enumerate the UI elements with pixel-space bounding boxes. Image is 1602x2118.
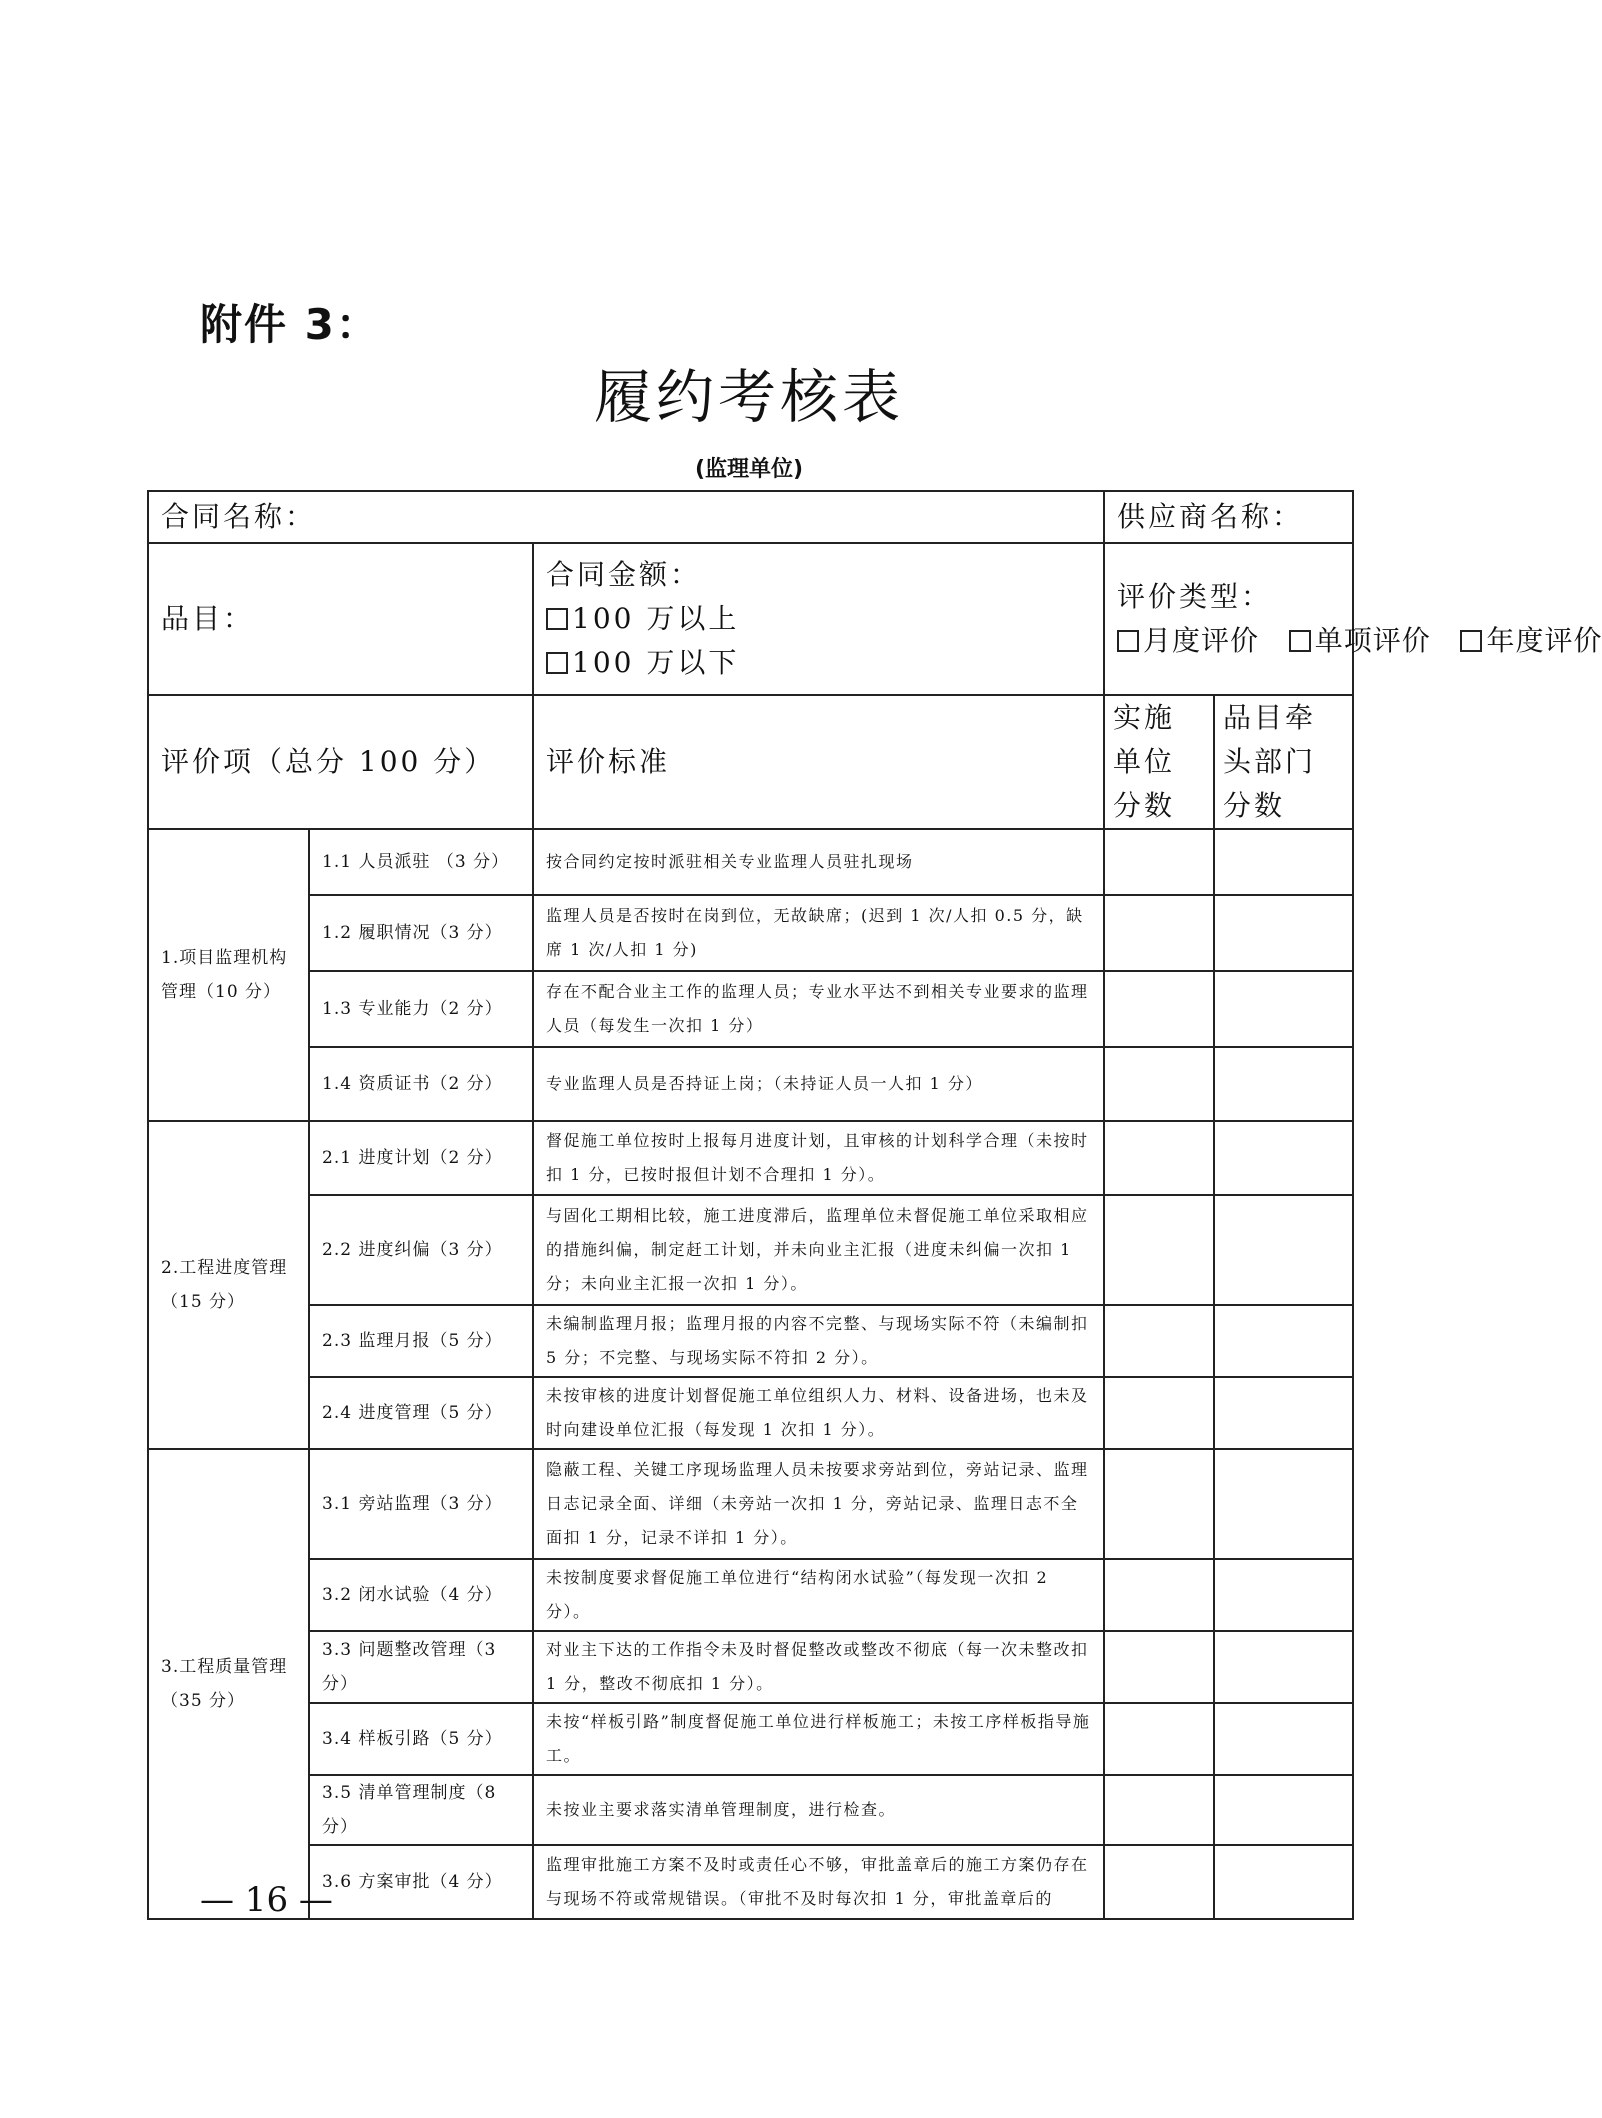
standard-cell: 监理人员是否按时在岗到位，无故缺席；(迟到 1 次/人扣 0.5 分，缺席 1 次/人扣 1 分)	[533, 895, 1104, 971]
impl-score-cell[interactable]	[1104, 1559, 1214, 1631]
impl-score-cell[interactable]	[1104, 1631, 1214, 1703]
standard-cell: 未按业主要求落实清单管理制度，进行检查。	[533, 1775, 1104, 1845]
impl-score-cell[interactable]	[1104, 829, 1214, 895]
eval-type-cell	[1104, 543, 1602, 695]
col-header-dept-score: 品目牵头部门分数	[1214, 695, 1353, 829]
impl-score-cell[interactable]	[1104, 1775, 1214, 1845]
dept-score-cell[interactable]	[1214, 1703, 1353, 1775]
impl-score-cell[interactable]	[1104, 1305, 1214, 1377]
item-cell: 1.3 专业能力（2 分）	[309, 971, 533, 1047]
checkbox-icon[interactable]	[546, 608, 568, 630]
dept-score-cell[interactable]	[1214, 1195, 1353, 1305]
eval-option-monthly[interactable]: 月度评价	[1117, 624, 1259, 657]
category-label: 品目：	[161, 602, 255, 635]
dept-score-cell[interactable]	[1214, 971, 1353, 1047]
impl-score-cell[interactable]	[1104, 1047, 1214, 1121]
standard-cell: 未编制监理月报；监理月报的内容不完整、与现场实际不符（未编制扣 5 分；不完整、与现场实际不符扣 2 分）。	[533, 1305, 1104, 1377]
group-name-3: 3.工程质量管理（35 分）	[148, 1449, 309, 1919]
page-number: — 16 —	[200, 1880, 333, 1920]
item-cell: 1.1 人员派驻 （3 分）	[309, 829, 533, 895]
item-cell: 2.3 监理月报（5 分）	[309, 1305, 533, 1377]
standard-cell: 存在不配合业主工作的监理人员；专业水平达不到相关专业要求的监理人员（每发生一次扣 1 分）	[533, 971, 1104, 1047]
item-cell: 1.2 履职情况（3 分）	[309, 895, 533, 971]
supplier-name-label: 供应商名称：	[1117, 500, 1304, 533]
supplier-name-cell	[1104, 491, 1353, 543]
category-cell	[148, 543, 533, 695]
checkbox-icon[interactable]	[1117, 630, 1139, 652]
amount-option-below[interactable]: 100 万以下	[546, 641, 1091, 685]
contract-amount-label: 合同金额：	[546, 558, 702, 591]
form-title: 履约考核表	[593, 363, 904, 431]
eval-type-label: 评价类型：	[1117, 580, 1273, 613]
dept-score-cell[interactable]	[1214, 1449, 1353, 1559]
dept-score-cell[interactable]	[1214, 1845, 1353, 1919]
item-cell: 3.2 闭水试验（4 分）	[309, 1559, 533, 1631]
dept-score-cell[interactable]	[1214, 1559, 1353, 1631]
standard-cell: 未按制度要求督促施工单位进行“结构闭水试验”（每发现一次扣 2 分）。	[533, 1559, 1104, 1631]
item-cell: 2.4 进度管理（5 分）	[309, 1377, 533, 1449]
amount-option-above[interactable]: 100 万以上	[546, 597, 1091, 641]
checkbox-icon[interactable]	[1460, 630, 1482, 652]
item-cell: 3.1 旁站监理（3 分）	[309, 1449, 533, 1559]
impl-score-cell[interactable]	[1104, 1377, 1214, 1449]
standard-cell: 督促施工单位按时上报每月进度计划，且审核的计划科学合理（未按时扣 1 分，已按时报但计划不合理扣 1 分）。	[533, 1121, 1104, 1195]
impl-score-cell[interactable]	[1104, 971, 1214, 1047]
attachment-label: 附件 3：	[200, 300, 380, 349]
assessment-table	[147, 490, 1602, 1920]
dept-score-cell[interactable]	[1214, 1047, 1353, 1121]
impl-score-cell[interactable]	[1104, 1845, 1214, 1919]
group-name-1: 1.项目监理机构管理（10 分）	[148, 829, 309, 1121]
standard-cell: 隐蔽工程、关键工序现场监理人员未按要求旁站到位，旁站记录、监理日志记录全面、详细（未旁站一次扣 1 分，旁站记录、监理日志不全面扣 1 分，记录不详扣 1 分）。	[533, 1449, 1104, 1559]
dept-score-cell[interactable]	[1214, 1775, 1353, 1845]
standard-cell: 未按“样板引路”制度督促施工单位进行样板施工；未按工序样板指导施工。	[533, 1703, 1104, 1775]
dept-score-cell[interactable]	[1214, 895, 1353, 971]
dept-score-cell[interactable]	[1214, 1121, 1353, 1195]
item-cell: 1.4 资质证书（2 分）	[309, 1047, 533, 1121]
impl-score-cell[interactable]	[1104, 1449, 1214, 1559]
contract-name-cell	[148, 491, 1104, 543]
col-header-impl-score: 实施单位分数	[1104, 695, 1214, 829]
standard-cell: 监理审批施工方案不及时或责任心不够，审批盖章后的施工方案仍存在与现场不符或常规错误。（审批不及时每次扣 1 分，审批盖章后的	[533, 1845, 1104, 1919]
contract-amount-cell	[533, 543, 1104, 695]
impl-score-cell[interactable]	[1104, 1121, 1214, 1195]
dept-score-cell[interactable]	[1214, 1377, 1353, 1449]
col-header-item: 评价项（总分 100 分）	[148, 695, 533, 829]
eval-option-annual[interactable]: 年度评价	[1460, 624, 1602, 657]
dept-score-cell[interactable]	[1214, 1305, 1353, 1377]
col-header-standard: 评价标准	[533, 695, 1104, 829]
impl-score-cell[interactable]	[1104, 895, 1214, 971]
group-name-2: 2.工程进度管理（15 分）	[148, 1121, 309, 1449]
standard-cell: 按合同约定按时派驻相关专业监理人员驻扎现场	[533, 829, 1104, 895]
dept-score-cell[interactable]	[1214, 1631, 1353, 1703]
standard-cell: 专业监理人员是否持证上岗；（未持证人员一人扣 1 分）	[533, 1047, 1104, 1121]
impl-score-cell[interactable]	[1104, 1195, 1214, 1305]
item-cell: 3.5 清单管理制度（8 分）	[309, 1775, 533, 1845]
dept-score-cell[interactable]	[1214, 829, 1353, 895]
checkbox-icon[interactable]	[546, 652, 568, 674]
item-cell: 3.6 方案审批（4 分）	[309, 1845, 533, 1919]
standard-cell: 未按审核的进度计划督促施工单位组织人力、材料、设备进场，也未及时向建设单位汇报（每发现 1 次扣 1 分）。	[533, 1377, 1104, 1449]
item-cell: 3.3 问题整改管理（3 分）	[309, 1631, 533, 1703]
form-subtitle: (监理单位)	[694, 457, 804, 482]
standard-cell: 对业主下达的工作指令未及时督促整改或整改不彻底（每一次未整改扣 1 分，整改不彻底扣 1 分）。	[533, 1631, 1104, 1703]
standard-cell: 与固化工期相比较，施工进度滞后，监理单位未督促施工单位采取相应的措施纠偏，制定赶工计划，并未向业主汇报（进度未纠偏一次扣 1 分；未向业主汇报一次扣 1 分）。	[533, 1195, 1104, 1305]
item-cell: 2.1 进度计划（2 分）	[309, 1121, 533, 1195]
checkbox-icon[interactable]	[1289, 630, 1311, 652]
item-cell: 3.4 样板引路（5 分）	[309, 1703, 533, 1775]
item-cell: 2.2 进度纠偏（3 分）	[309, 1195, 533, 1305]
eval-option-single[interactable]: 单项评价	[1289, 624, 1431, 657]
contract-name-label: 合同名称：	[161, 500, 317, 533]
impl-score-cell[interactable]	[1104, 1703, 1214, 1775]
